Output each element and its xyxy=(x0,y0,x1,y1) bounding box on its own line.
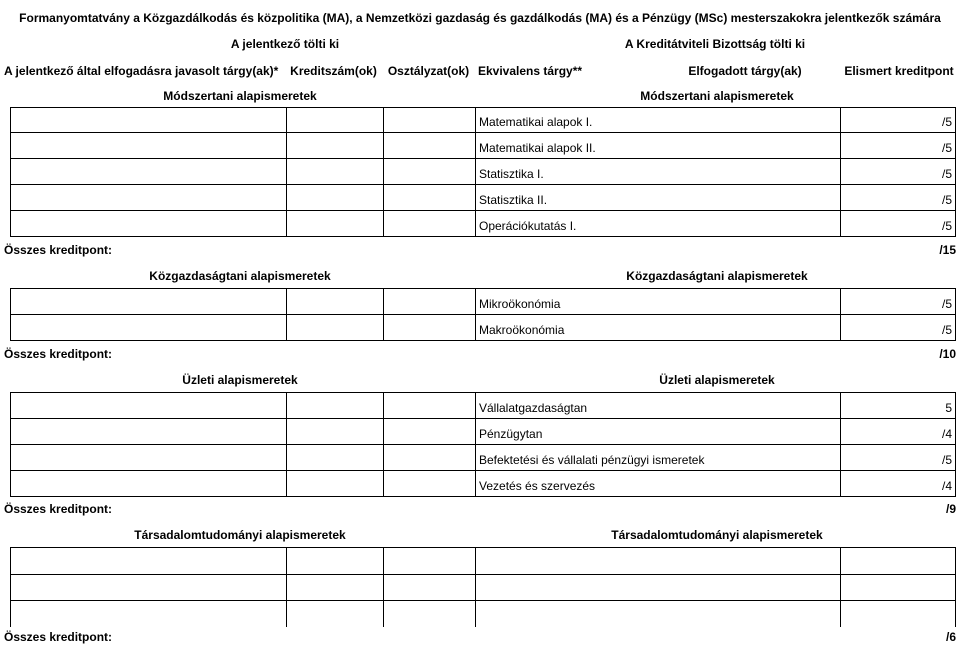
column-header-row xyxy=(0,58,960,84)
accepted-subject: Matematikai alapok II. xyxy=(479,141,596,155)
total-value: /15 xyxy=(939,243,956,257)
accepted-subject: Befektetési és vállalati pénzügyi ismeretek xyxy=(479,453,705,467)
credit-value: /5 xyxy=(941,219,952,233)
grade-cell[interactable] xyxy=(383,547,475,575)
table-row xyxy=(0,475,960,497)
col-grade: Osztályzat(ok) xyxy=(387,64,470,78)
table-row xyxy=(0,319,960,341)
accepted-subject: Mikroökonómia xyxy=(479,297,561,311)
col-accepted: Elfogadott tárgy(ak) xyxy=(688,64,802,78)
table-row xyxy=(0,137,960,159)
section-title-left: Üzleti alapismeretek xyxy=(182,373,298,387)
recognized-cell[interactable] xyxy=(840,547,956,575)
total-row xyxy=(0,342,960,366)
table-row xyxy=(0,547,960,575)
section-title-right: Közgazdaságtani alapismeretek xyxy=(626,269,808,283)
table-row xyxy=(0,111,960,133)
credit-value: /4 xyxy=(941,479,952,493)
table-row xyxy=(0,163,960,185)
total-row xyxy=(0,497,960,521)
table-row xyxy=(0,215,960,237)
equivalent-cell[interactable] xyxy=(475,575,840,601)
credits-cell[interactable] xyxy=(286,547,383,575)
section-title-left: Közgazdaságtani alapismeretek xyxy=(149,269,331,283)
section-header-row xyxy=(0,368,960,392)
section-header-row xyxy=(0,264,960,288)
total-label: Összes kreditpont: xyxy=(4,347,113,361)
credit-value: /5 xyxy=(941,323,952,337)
accepted-subject: Vállalatgazdaságtan xyxy=(479,401,588,415)
total-row xyxy=(0,238,960,262)
section-title-right: Üzleti alapismeretek xyxy=(659,373,775,387)
credits-cell[interactable] xyxy=(286,575,383,601)
section-title-right: Társadalomtudományi alapismeretek xyxy=(611,528,823,542)
form-title-row xyxy=(0,8,960,28)
col-credits: Kreditszám(ok) xyxy=(290,64,377,78)
credit-value: /4 xyxy=(941,427,952,441)
table-row xyxy=(0,575,960,601)
accepted-subject: Vezetés és szervezés xyxy=(479,479,596,493)
credit-value: /5 xyxy=(941,193,952,207)
side-header-row xyxy=(0,34,960,54)
table-row xyxy=(0,293,960,315)
section-header-row xyxy=(0,523,960,547)
applicant-header: A jelentkező tölti ki xyxy=(230,37,340,51)
equivalent-cell[interactable] xyxy=(475,547,840,575)
grade-cell[interactable] xyxy=(383,575,475,601)
accepted-subject: Pénzügytan xyxy=(479,427,543,441)
section-title-left: Módszertani alapismeretek xyxy=(163,88,317,103)
col-subject: A jelentkező által elfogadásra javasolt tárgy(ak)* xyxy=(4,64,279,78)
credit-value: /5 xyxy=(941,115,952,129)
credit-value: /5 xyxy=(941,167,952,181)
accepted-subject: Statisztika I. xyxy=(479,167,544,181)
form-title: Formanyomtatvány a Közgazdálkodás és közpolitika (MA), a Nemzetközi gazdaság és gazdálkodás (MA) és a Pénzügy (MSc) mesterszakokra jelentkezők számára xyxy=(19,11,941,25)
total-label: Összes kreditpont: xyxy=(4,502,113,516)
accepted-subject: Makroökonómia xyxy=(479,323,565,337)
accepted-subject: Matematikai alapok I. xyxy=(479,115,593,129)
accepted-subject: Statisztika II. xyxy=(479,193,548,207)
grade-cell[interactable] xyxy=(383,601,475,627)
table-row xyxy=(0,423,960,445)
section-header-row xyxy=(0,84,960,107)
credit-value: /5 xyxy=(941,297,952,311)
col-equivalent: Ekvivalens tárgy** xyxy=(478,64,583,78)
credit-value: /5 xyxy=(941,141,952,155)
subject-cell[interactable] xyxy=(10,601,286,627)
subject-cell[interactable] xyxy=(10,575,286,601)
credits-cell[interactable] xyxy=(286,601,383,627)
credit-value: 5 xyxy=(945,401,952,415)
total-row xyxy=(0,626,960,648)
total-value: /10 xyxy=(939,347,956,361)
recognized-cell[interactable] xyxy=(840,601,956,627)
credit-value: /5 xyxy=(941,453,952,467)
total-label: Összes kreditpont: xyxy=(4,630,113,644)
table-row xyxy=(0,397,960,419)
accepted-subject: Operációkutatás I. xyxy=(479,219,577,233)
section-title-right: Módszertani alapismeretek xyxy=(640,88,794,103)
total-value: /6 xyxy=(945,630,956,644)
table-row xyxy=(0,449,960,471)
equivalent-cell[interactable] xyxy=(475,601,840,627)
col-recognized: Elismert kreditpont xyxy=(844,64,954,78)
section-title-left: Társadalomtudományi alapismeretek xyxy=(134,528,346,542)
total-label: Összes kreditpont: xyxy=(4,243,113,257)
subject-cell[interactable] xyxy=(10,547,286,575)
recognized-cell[interactable] xyxy=(840,575,956,601)
total-value: /9 xyxy=(945,502,956,516)
table-row xyxy=(0,189,960,211)
table-row xyxy=(0,601,960,627)
committee-header: A Kreditátviteli Bizottság tölti ki xyxy=(624,37,806,51)
